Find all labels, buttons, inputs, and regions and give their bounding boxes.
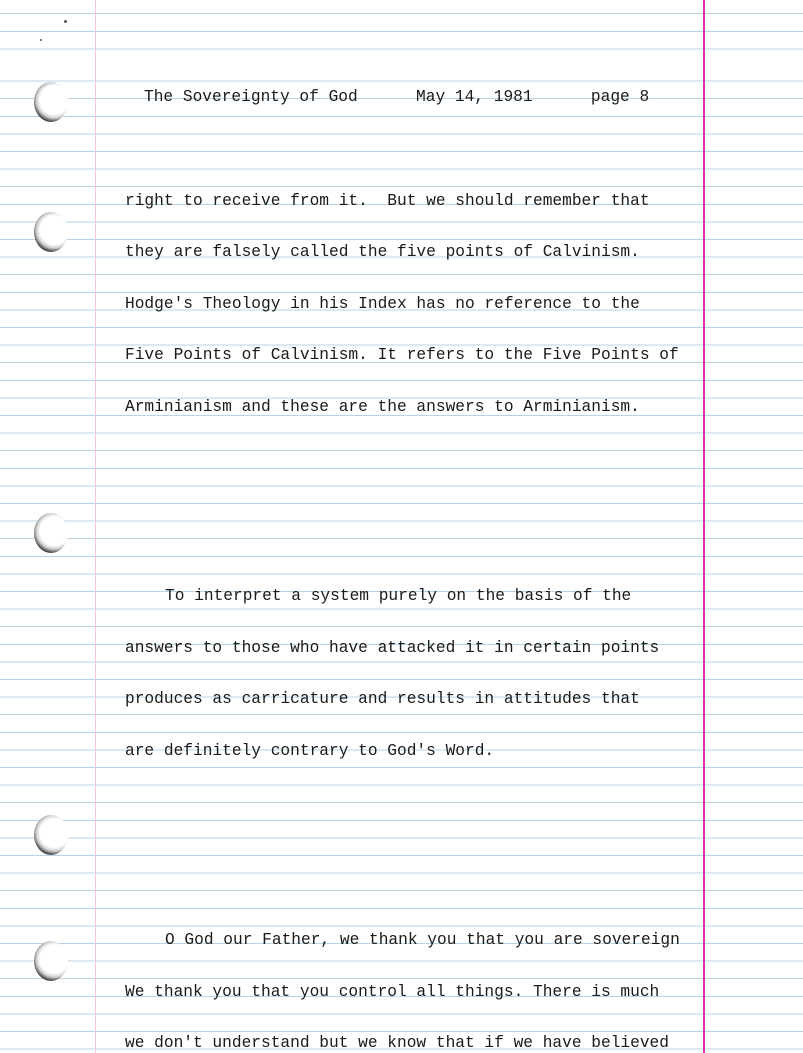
- text-line: we don't understand but we know that if we have believed: [125, 1034, 669, 1053]
- text-line: O God our Father, we thank you that you are sovereign: [165, 931, 680, 950]
- text-line: We thank you that you control all things. There is much: [125, 982, 660, 1001]
- text-line: produces as carricature and results in attitudes that: [125, 690, 640, 709]
- page-header: [125, 89, 708, 106]
- ink-speck: [64, 20, 67, 23]
- header-title: The Sovereignty of God: [144, 88, 358, 107]
- text-line: Hodge's Theology in his Index has no reference to the: [125, 294, 640, 313]
- text-line: Five Points of Calvinism. It refers to the Five Points of: [125, 346, 679, 365]
- text-line: To interpret a system purely on the basis of the: [165, 587, 632, 606]
- text-line: are definitely contrary to God's Word.: [125, 741, 495, 760]
- typewritten-text: [125, 55, 708, 1053]
- binder-hole-5: [34, 941, 68, 981]
- paragraph-2: [125, 554, 708, 795]
- text-line: answers to those who have attacked it in certain points: [125, 638, 660, 657]
- header-date: May 14, 1981: [416, 88, 533, 107]
- binder-hole-2: [34, 212, 68, 252]
- binder-hole-3: [34, 513, 68, 553]
- left-margin-line: [95, 0, 96, 1053]
- text-line: Arminianism and these are the answers to Arminianism.: [125, 397, 640, 416]
- paragraph-1: [125, 158, 708, 450]
- text-line: they are falsely called the five points of Calvinism.: [125, 243, 640, 262]
- paragraph-3-prayer: [125, 898, 708, 1053]
- binder-hole-4: [34, 815, 68, 855]
- binder-hole-1: [34, 82, 68, 122]
- text-line: right to receive from it. But we should remember that: [125, 191, 650, 210]
- ink-speck: [40, 39, 42, 41]
- header-page-number: page 8: [590, 88, 650, 107]
